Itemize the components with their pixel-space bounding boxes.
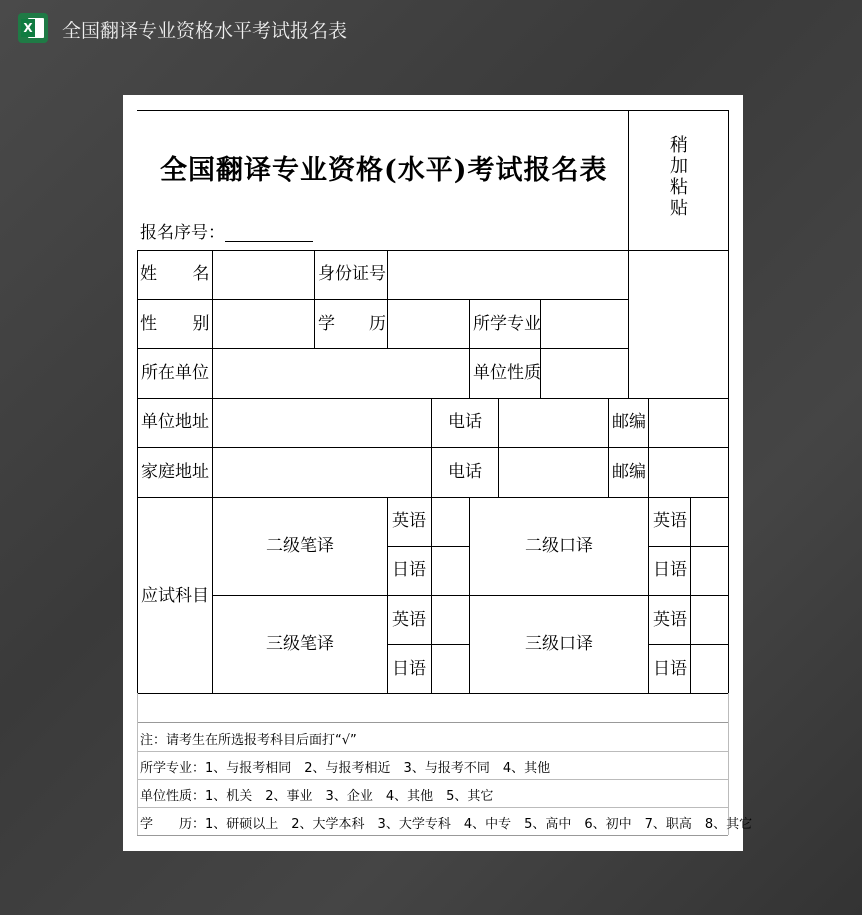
label-education: 学 历 [318,314,386,334]
label-japanese: 日语 [392,659,426,679]
label-id-number: 身份证号 [318,264,386,284]
label-japanese: 日语 [653,659,687,679]
note-employer-type-options: 单位性质：1、机关 2、事业 3、企业 4、其他 5、其它 [140,789,494,804]
label-english: 英语 [653,610,687,630]
label-japanese: 日语 [392,560,426,580]
label-postcode-2: 邮编 [612,462,646,482]
serial-number-field[interactable] [140,225,313,242]
label-english: 英语 [392,610,426,630]
serial-number-blank[interactable] [225,227,313,242]
app-title: 全国翻译专业资格水平考试报名表 [62,20,348,42]
note-instruction: 注：请考生在所选报考科目后面打“√” [140,733,357,748]
label-employer-type: 单位性质 [473,363,541,383]
label-level2-interpretation: 二级口译 [525,536,593,556]
label-level3-interpretation: 三级口译 [525,634,593,654]
label-home-address: 家庭地址 [141,462,209,482]
label-phone-1: 电话 [448,412,482,432]
label-gender: 性 别 [140,314,210,334]
label-level3-translation: 三级笔译 [266,634,334,654]
note-education-options: 学 历：1、研硕以上 2、大学本科 3、大学专科 4、中专 5、高中 6、初中 7、职高 8、其它 [140,817,753,832]
label-postcode-1: 邮编 [612,412,646,432]
form-title: 全国翻译专业资格(水平)考试报名表 [160,155,608,186]
label-level2-translation: 二级笔译 [266,536,334,556]
label-employer: 所在单位 [141,363,209,383]
label-english: 英语 [653,511,687,531]
photo-placeholder: 稍 加 粘 贴 [670,135,688,219]
label-name: 姓 名 [140,264,210,284]
label-japanese: 日语 [653,560,687,580]
excel-icon: X [18,13,48,43]
label-employer-address: 单位地址 [141,412,209,432]
title-bar [0,0,862,58]
label-subjects: 应试科目 [141,586,209,606]
note-major-options: 所学专业：1、与报考相同 2、与报考相近 3、与报考不同 4、其他 [140,761,551,776]
label-major: 所学专业 [473,314,541,334]
label-english: 英语 [392,511,426,531]
serial-number-label: 报名序号： [140,223,225,243]
label-phone-2: 电话 [448,462,482,482]
